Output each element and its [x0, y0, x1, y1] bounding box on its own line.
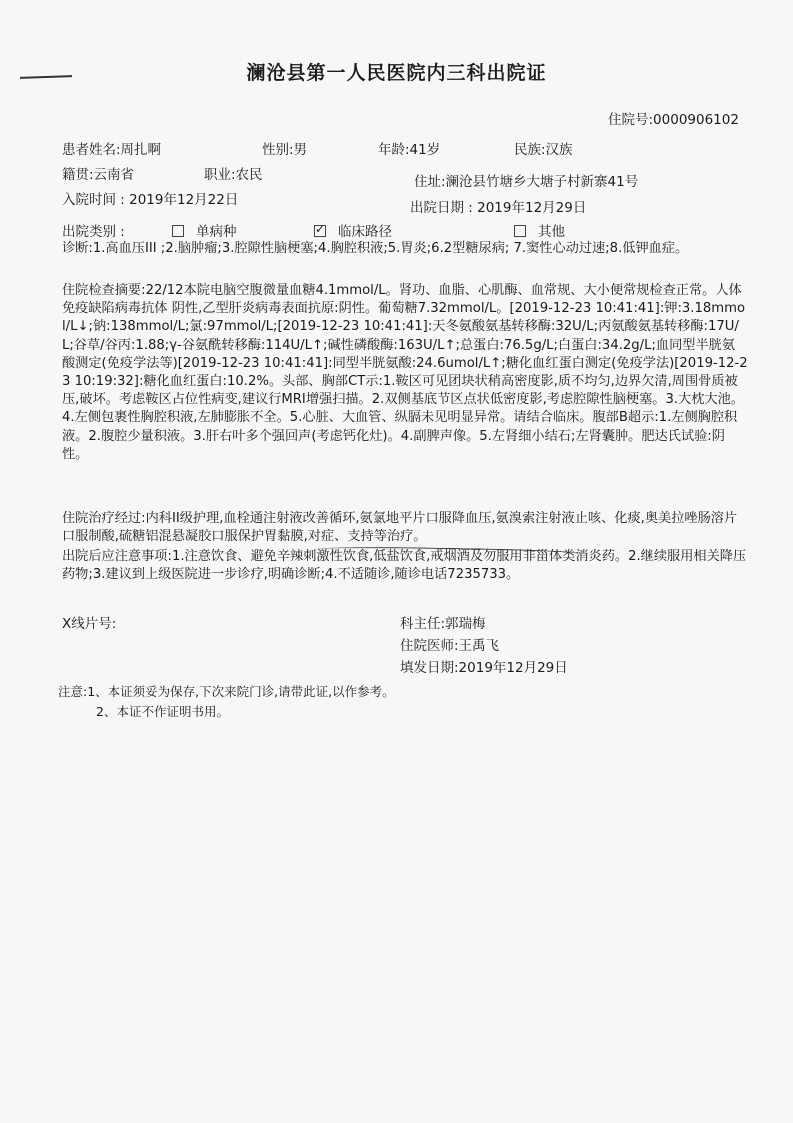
category-single-disease [172, 220, 237, 240]
checkbox-icon [514, 225, 526, 237]
patient-ethnicity: 民族:汉族 [514, 142, 573, 158]
discharge-category-label: 出院类别 : [62, 224, 125, 240]
diagnosis: 诊断:1.高血压III ;2.脑肿瘤;3.腔隙性脑梗塞;4.胸腔积液;5.胃炎;6.2型糖尿病; 7.窦性心动过速;8.低钾血症。 [62, 241, 689, 256]
issue-date: 填发日期:2019年12月29日 [400, 660, 568, 676]
patient-gender: 性别:男 [262, 142, 308, 158]
page-title: 澜沧县第一人民医院内三科出院证 [246, 62, 547, 84]
category-single-disease-label: 单病种 [196, 224, 237, 240]
treatment-course: 住院治疗经过:内科II级护理,血栓通注射液改善循环,氨氯地平片口服降血压,氨溴索注射液止咳、化痰,奥美拉唑肠溶片口服制酸,硫糖铝混悬凝胶口服保护胃黏膜,对症、支持等治疗。 [62, 511, 738, 545]
attending-doctor: 住院医师:王禹飞 [400, 638, 500, 654]
category-other-label: 其他 [538, 224, 565, 240]
xray-number: X线片号: [62, 616, 117, 632]
admission-number: 住院号:0000906102 [608, 112, 739, 128]
exam-summary: 住院检查摘要:22/12本院电脑空腹微量血糖4.1mmol/L。肾功、血脂、心肌酶、血常规、大小便常规检查正常。人体免疫缺陷病毒抗体 阴性,乙型肝炎病毒表面抗原:阴性。葡萄糖7.32mmol/L。[2019-12-23 10:41:41]:钾:3.18mmol/L↓;钠:138mmol/L;氯:97mmol/L;[2019-12-23 10:41:41]:天冬氨酸氨基转移酶:32U/L;丙氨酸氨基转移酶:17U/L;谷草/谷丙:1.88;γ-谷氨酰转移酶:114U/L↑;碱性磷酸酶:163U/L↑;总蛋白:76.5g/L;白蛋白:34.2g/L;血同型半胱氨酸测定(免疫学法等)[2019-12-23 10:41:41]:同型半胱氨酸:24.6umol/L↑;糖化血红蛋白测定(免疫学法)[2019-12-23 10:19:32]:糖化血红蛋白:10.2%。头部、胸部CT示:1.鞍区可见团块状稍高密度影,质不均匀,边界欠清,周围骨质被压,破坏。考虑鞍区占位性病变,建议行MRI增强扫描。2.双侧基底节区点状低密度影,考虑腔隙性脑梗塞。3.大枕大池。4.左侧包裹性胸腔积液,左肺膨胀不全。5.心脏、大血管、纵膈未见明显异常。请结合临床。腹部B超示:1.左侧胸腔积液。2.腹腔少量积液。3.肝右叶多个强回声(考虑钙化灶)。4.副脾声像。5.左肾细小结石;左肾囊肿。肥达氏试验:阴性。 [62, 283, 748, 462]
checked-checkbox-icon [314, 225, 326, 237]
admission-date: 入院时间 : 2019年12月22日 [62, 192, 239, 208]
discharge-instructions: 出院后应注意事项:1.注意饮食、避免辛辣刺激性饮食,低盐饮食,戒烟酒及勿服用非甾体类消炎药。2.继续服用相关降压药物;3.建议到上级医院进一步诊疗,明确诊断;4.不适随诊,随诊电话7235733。 [62, 549, 747, 583]
note-line-2: 2、本证不作证明书用。 [96, 704, 229, 719]
note-line-1: 注意:1、本证须妥为保存,下次来院门诊,请带此证,以作参考。 [58, 684, 395, 699]
category-clinical-pathway-label: 临床路径 [338, 224, 392, 240]
department-director: 科主任:郭瑞梅 [400, 616, 486, 632]
patient-native-place: 籍贯:云南省 [62, 167, 135, 183]
discharge-date: 出院日期 : 2019年12月29日 [410, 200, 587, 216]
patient-age: 年龄:41岁 [378, 142, 441, 158]
category-clinical-pathway [314, 220, 392, 240]
patient-occupation: 职业:农民 [204, 167, 263, 183]
category-other [514, 220, 565, 240]
patient-name: 患者姓名:周扎啊 [62, 142, 162, 158]
checkbox-icon [172, 225, 184, 237]
patient-address: 住址:澜沧县竹塘乡大塘子村新寨41号 [414, 174, 639, 190]
